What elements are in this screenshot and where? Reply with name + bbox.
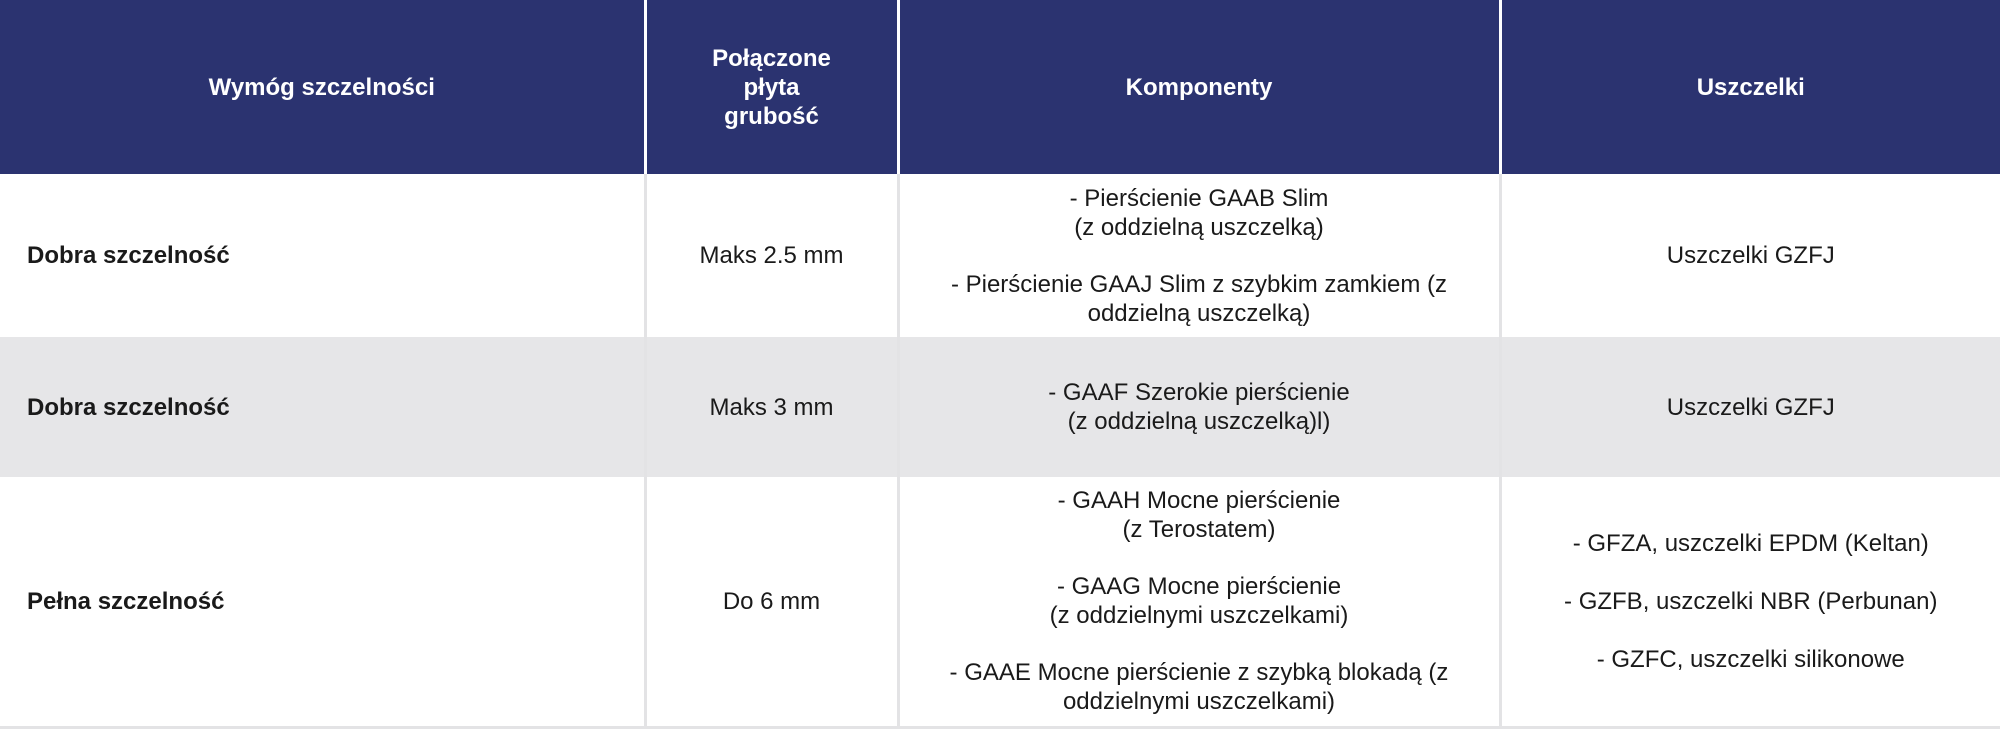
table-row: [0, 337, 2000, 477]
seal-item: Uszczelki GZFJ: [1502, 241, 2000, 270]
table-header: [0, 0, 2000, 174]
seals-cell: [1500, 174, 2000, 337]
component-line: oddzielną uszczelką): [900, 299, 1499, 328]
components-cell: [898, 337, 1500, 477]
table-body: [0, 174, 2000, 727]
components-cell: [898, 174, 1500, 337]
component-line: - GAAH Mocne pierścienie: [900, 486, 1499, 515]
seal-item: - GZFB, uszczelki NBR (Perbunan): [1502, 587, 2000, 616]
component-line: (z oddzielną uszczelką): [900, 213, 1499, 242]
header-components: Komponenty: [898, 0, 1500, 174]
requirement-cell: Dobra szczelność: [0, 174, 645, 337]
header-thickness: [645, 0, 898, 174]
component-line: - Pierścienie GAAJ Slim z szybkim zamkiem (z: [900, 270, 1499, 299]
seal-item: Uszczelki GZFJ: [1502, 393, 2000, 422]
header-thickness-line-1: Połączone: [647, 44, 897, 73]
component-line: - Pierścienie GAAB Slim: [900, 184, 1499, 213]
thickness-cell: Maks 2.5 mm: [645, 174, 898, 337]
seals-cell: [1500, 477, 2000, 727]
header-thickness-line-2: płyta: [647, 73, 897, 102]
component-line: (z oddzielnymi uszczelkami): [900, 601, 1499, 630]
requirement-cell: Dobra szczelność: [0, 337, 645, 477]
seal-item: - GFZA, uszczelki EPDM (Keltan): [1502, 529, 2000, 558]
seal-item: - GZFC, uszczelki silikonowe: [1502, 645, 2000, 674]
component-line: (z oddzielną uszczelką)l): [900, 407, 1499, 436]
thickness-cell: Do 6 mm: [645, 477, 898, 727]
table-row: [0, 477, 2000, 727]
component-line: oddzielnymi uszczelkami): [900, 687, 1499, 716]
header-thickness-line-3: grubość: [647, 102, 897, 131]
seals-cell: [1500, 337, 2000, 477]
header-seals: Uszczelki: [1500, 0, 2000, 174]
component-line: - GAAG Mocne pierścienie: [900, 572, 1499, 601]
component-line: - GAAF Szerokie pierścienie: [900, 378, 1499, 407]
header-row: [0, 0, 2000, 174]
thickness-cell: Maks 3 mm: [645, 337, 898, 477]
component-line: - GAAE Mocne pierścienie z szybką blokadą (z: [900, 658, 1499, 687]
component-line: (z Terostatem): [900, 515, 1499, 544]
requirement-cell: Pełna szczelność: [0, 477, 645, 727]
table-row: [0, 174, 2000, 337]
components-cell: [898, 477, 1500, 727]
header-requirement: Wymóg szczelności: [0, 0, 645, 174]
